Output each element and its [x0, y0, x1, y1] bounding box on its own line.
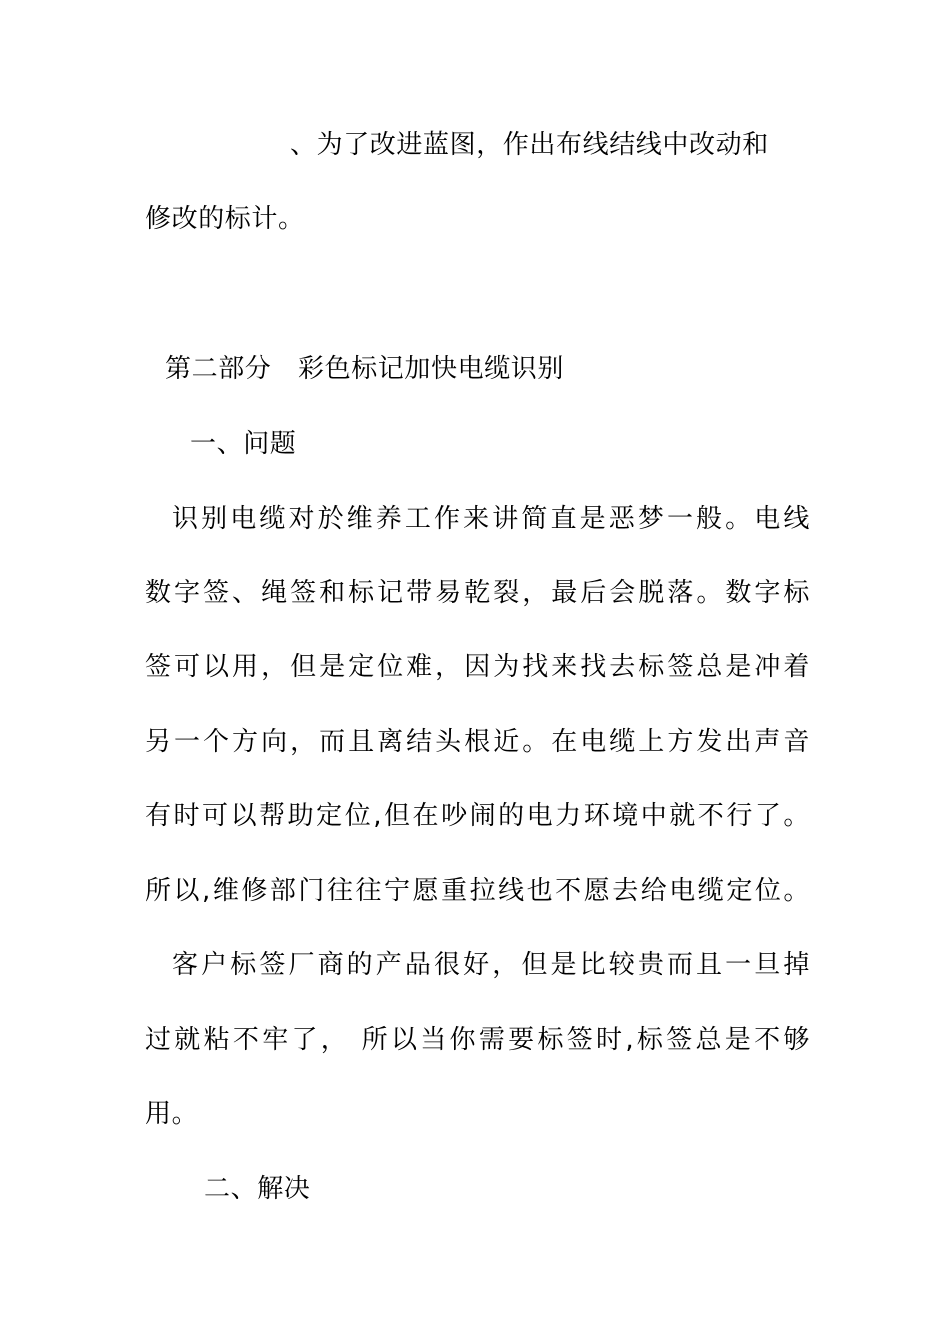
problem-para2-line-1: 客户标签厂商的产品很好，但是比较贵而且一旦掉	[172, 950, 810, 980]
problem-para1-line-3: 签可以用，但是定位难，因为找来找去标签总是冲着	[145, 652, 810, 682]
problem-heading: 一、问题	[190, 429, 297, 459]
problem-para1-line-4: 另一个方向，而且离结头根近。在电缆上方发出声音	[145, 727, 810, 757]
intro-line-1: 、为了改进蓝图，作出布线结线中改动和	[290, 130, 769, 160]
problem-para1-line-5: 有时可以帮助定位,但在吵闹的电力环境中就不行了。	[145, 801, 810, 831]
intro-line-2: 修改的标计。	[145, 204, 305, 234]
solution-heading: 二、解决	[204, 1174, 311, 1204]
problem-para1-line-2: 数字签、绳签和标记带易乾裂，最后会脱落。数字标	[145, 578, 810, 608]
problem-para1-line-1: 识别电缆对於维养工作来讲简直是恶梦一般。电线	[172, 504, 810, 534]
problem-para1-line-6: 所以,维修部门往往宁愿重拉线也不愿去给电缆定位。	[145, 876, 810, 906]
problem-para2-line-3: 用。	[145, 1099, 199, 1129]
part-title: 第二部分 彩色标记加快电缆识别	[165, 354, 565, 384]
problem-para2-line-2: 过就粘不牢了， 所以当你需要标签时,标签总是不够	[145, 1025, 810, 1055]
